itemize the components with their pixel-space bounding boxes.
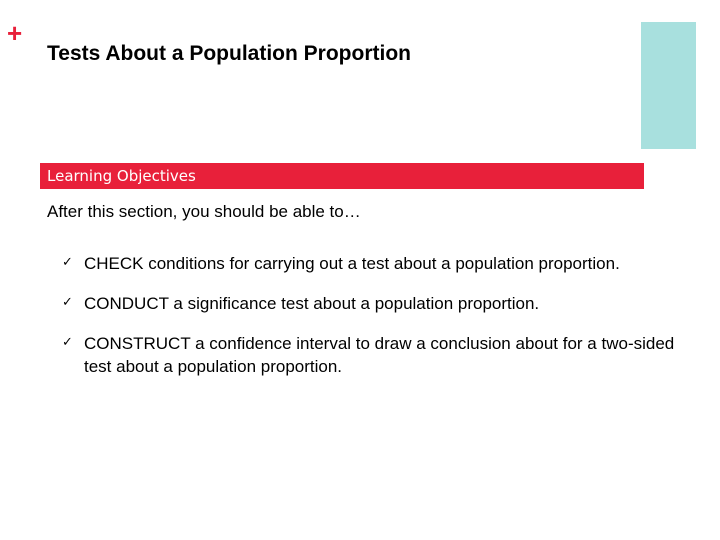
checkmark-icon: ✓ [62, 334, 73, 350]
checkmark-icon: ✓ [62, 255, 73, 270]
objective-item [62, 333, 702, 379]
learning-objectives-label: Learning Objectives [47, 167, 196, 185]
objective-item [62, 293, 702, 316]
objective-text: CONSTRUCT a confidence interval to draw a conclusion about for a two-sided test about a population proportion. [84, 333, 675, 376]
intro-text: After this section, you should be able to… [47, 202, 361, 221]
objective-text: CONDUCT a significance test about a population proportion. [84, 293, 540, 313]
objectives-list [62, 253, 702, 396]
objective-text: CHECK conditions for carrying out a test about a population proportion. [84, 254, 620, 273]
accent-bar [641, 22, 696, 149]
plus-mark: + [7, 18, 23, 48]
slide-title: Tests About a Population Proportion [47, 42, 411, 65]
objective-item [62, 253, 702, 276]
checkmark-icon: ✓ [62, 294, 73, 310]
learning-objectives-banner [40, 163, 644, 189]
